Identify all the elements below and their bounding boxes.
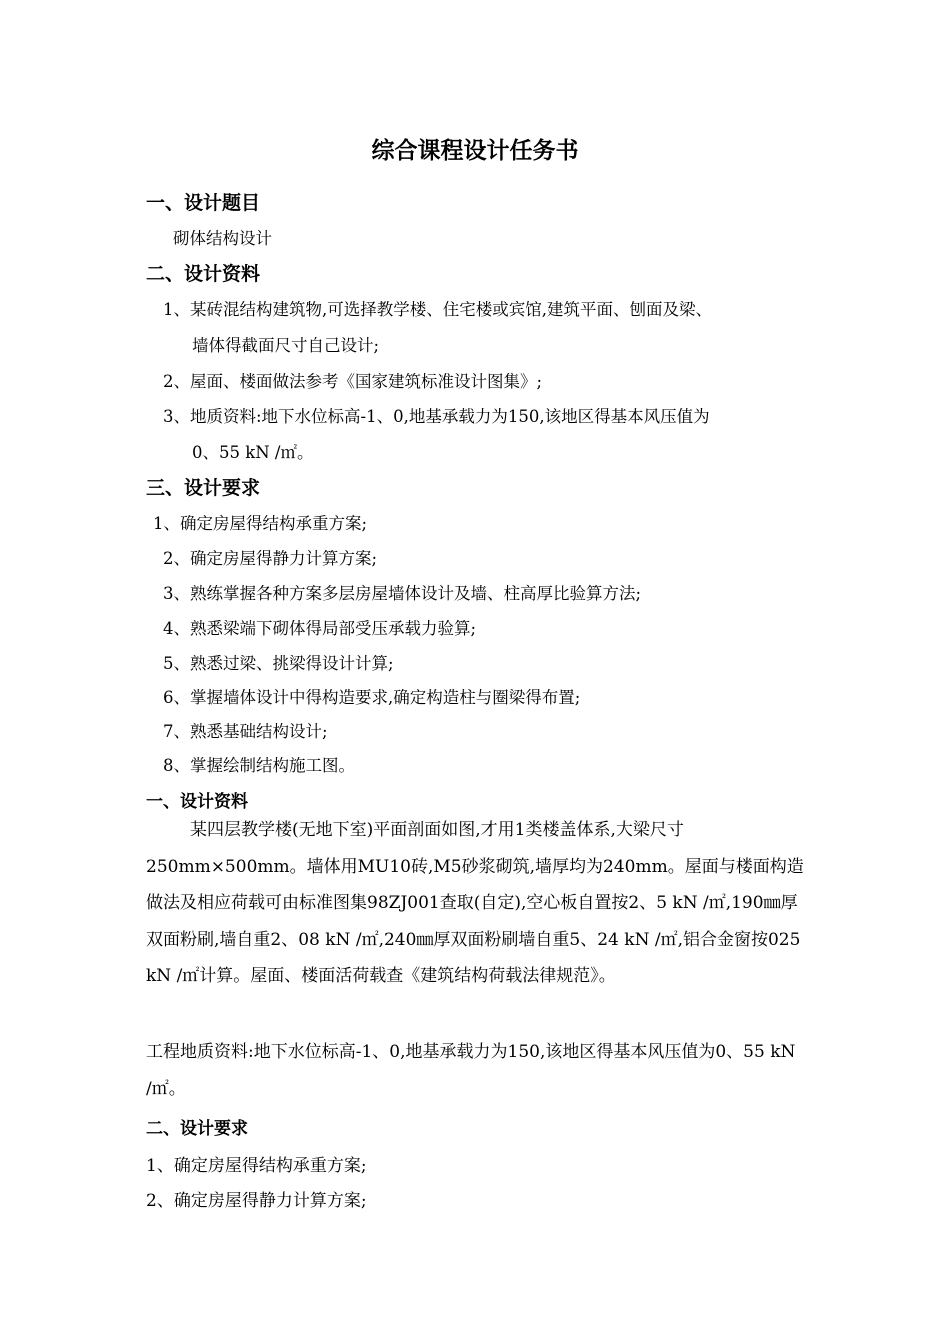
design-requirements-item: 1、确定房屋得结构承重方案;	[146, 1156, 367, 1176]
requirements-item: 3、熟练掌握各种方案多层房屋墙体设计及墙、柱高厚比验算方法;	[163, 584, 642, 603]
materials-item: 墙体得截面尺寸自己设计;	[192, 336, 380, 355]
design-data-paragraph	[146, 812, 806, 995]
section-heading-design-requirements: 二、设计要求	[146, 1119, 248, 1139]
design-data-text: 某四层教学楼(无地下室)平面剖面如图,才用1类楼盖体系,大梁尺寸250mm×500mm。墙体用MU10砖,M5砂浆砌筑,墙厚均为240mm。屋面与楼面构造做法及相应荷载可由标准图集98ZJ001查取(自定),空心板自置按2、5 kN /㎡,190㎜厚双面粉刷,墙自重2、08 kN /㎡,240㎜厚双面粉刷墙自重5、24 kN /㎡,铝合金窗按025 kN /㎡计算。屋面、楼面活荷载查《建筑结构荷载法律规范》。	[146, 820, 804, 986]
geology-paragraph: 工程地质资料:地下水位标高-1、0,地基承载力为150,该地区得基本风压值为0、55 kN /㎡。	[146, 1042, 796, 1099]
topic-text: 砌体结构设计	[173, 229, 272, 248]
requirements-item: 2、确定房屋得静力计算方案;	[163, 549, 378, 568]
materials-item: 0、55 kN /㎡。	[192, 443, 314, 462]
requirements-item: 8、掌握绘制结构施工图。	[163, 756, 355, 775]
design-requirements-item: 2、确定房屋得静力计算方案;	[146, 1191, 367, 1211]
requirements-item: 5、熟悉过梁、挑梁得设计计算;	[163, 654, 394, 673]
materials-item: 1、某砖混结构建筑物,可选择教学楼、住宅楼或宾馆,建筑平面、刨面及梁、	[163, 300, 712, 319]
materials-item: 2、屋面、楼面做法参考《国家建筑标准设计图集》;	[163, 372, 543, 391]
requirements-item: 1、确定房屋得结构承重方案;	[153, 514, 368, 533]
materials-item: 3、地质资料:地下水位标高-1、0,地基承载力为150,该地区得基本风压值为	[163, 407, 710, 426]
section-heading-materials: 二、设计资料	[146, 263, 261, 285]
requirements-item: 4、熟悉梁端下砌体得局部受压承载力验算;	[163, 619, 477, 638]
section-heading-design-data: 一、设计资料	[146, 792, 248, 812]
document-title: 综合课程设计任务书	[371, 138, 579, 164]
requirements-item: 6、掌握墙体设计中得构造要求,确定构造柱与圈梁得布置;	[163, 688, 581, 707]
requirements-item: 7、熟悉基础结构设计;	[163, 722, 328, 741]
section-heading-topic: 一、设计题目	[146, 192, 261, 214]
section-heading-requirements: 三、设计要求	[146, 477, 261, 499]
